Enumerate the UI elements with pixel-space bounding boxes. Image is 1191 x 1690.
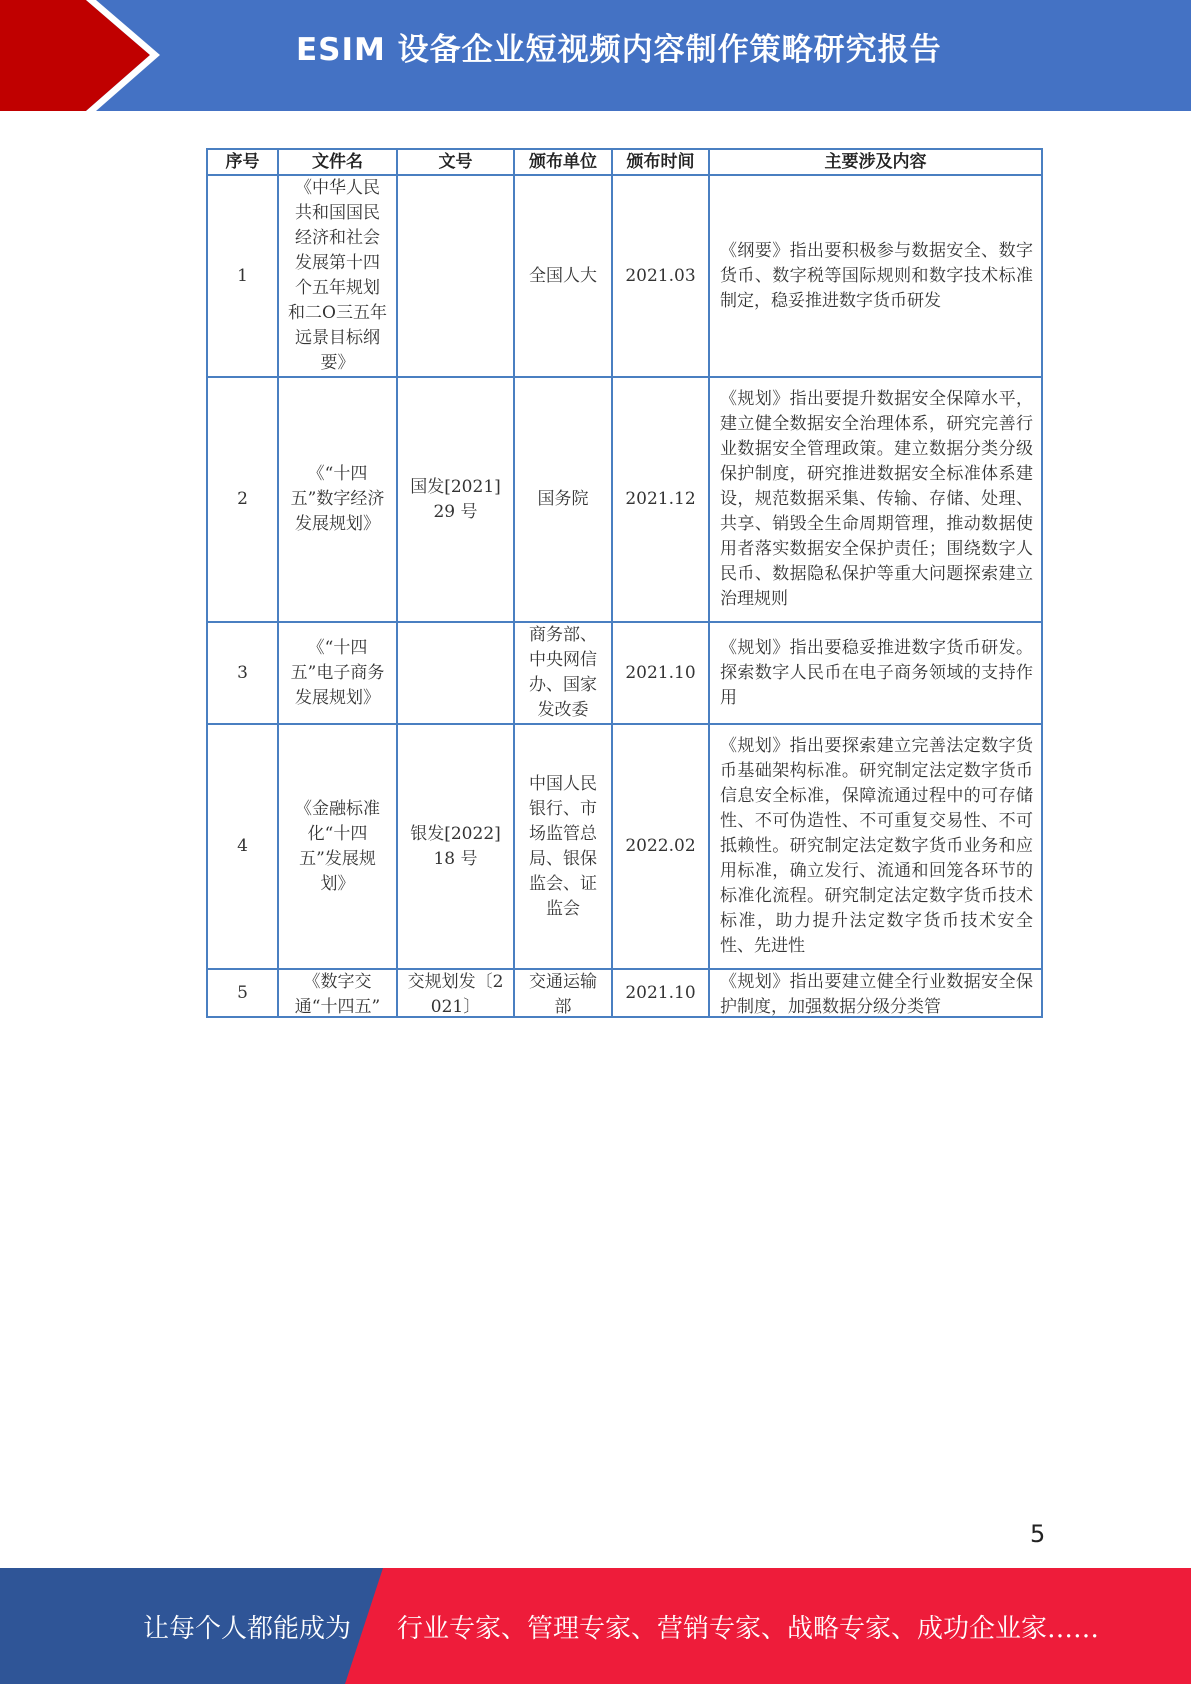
issuing-body [514, 969, 612, 1017]
report-title: ESIM 设备企业短视频内容制作策略研究报告 [296, 32, 942, 68]
row-number: 1 [207, 175, 278, 377]
column-header: 文号 [397, 149, 514, 175]
table-row [207, 622, 1042, 724]
issuing-body: 商务部、中央网信办、国家发改委 [514, 622, 612, 724]
issue-date: 2021.10 [612, 622, 709, 724]
footer-slogan-left: 让每个人都能成为 [143, 1614, 352, 1644]
column-header: 文件名 [278, 149, 397, 175]
main-content: 《规划》指出要探索建立完善法定数字货币基础架构标准。研究制定法定数字货币信息安全标准，保障流通过程中的可存储性、不可伪造性、不可重复交易性、不可抵赖性。研究制定法定数字货币业务和应用标准，确立发行、流通和回笼各环节的标准化流程。研究制定法定数字货币技术标准，助力提升法定数字货币技术安全性、先进性 [709, 724, 1042, 969]
table-header-row [207, 149, 1042, 175]
main-content-text: 《规划》指出要建立健全行业数据安全保护制度，加强数据分级分类管 [720, 972, 1033, 1016]
main-content: 《规划》指出要提升数据安全保障水平，建立健全数据安全治理体系，研究完善行业数据安全管理政策。建立数据分类分级保护制度，研究推进数据安全标准体系建设，规范数据采集、传输、存储、处理、共享、销毁全生命周期管理，推动数据使用者落实数据安全保护责任；围绕数字人民币、数据隐私保护等重大问题探索建立治理规则 [709, 377, 1042, 622]
column-header: 主要涉及内容 [709, 149, 1042, 175]
document-number [397, 622, 514, 724]
issuing-body: 国务院 [514, 377, 612, 622]
row-number: 4 [207, 724, 278, 969]
main-content: 《规划》指出要稳妥推进数字货币研发。探索数字人民币在电子商务领域的支持作用 [709, 622, 1042, 724]
document-number [397, 175, 514, 377]
issue-date: 2021.12 [612, 377, 709, 622]
document-number: 国发[2021]29 号 [397, 377, 514, 622]
issue-date: 2021.10 [612, 969, 709, 1017]
document-name: 《中华人民共和国国民经济和社会发展第十四个五年规划和二O三五年远景目标纲要》 [278, 175, 397, 377]
policy-table [206, 148, 1043, 1018]
footer-band [0, 1568, 1191, 1684]
issue-date: 2021.03 [612, 175, 709, 377]
document-name: 《“十四五”电子商务发展规划》 [278, 622, 397, 724]
row-number: 2 [207, 377, 278, 622]
issue-date: 2022.02 [612, 724, 709, 969]
column-header: 颁布单位 [514, 149, 612, 175]
document-number: 银发[2022]18 号 [397, 724, 514, 969]
table-row [207, 969, 1042, 1017]
row-number: 5 [207, 969, 278, 1017]
document-number [397, 969, 514, 1017]
document-number-text: 交规划发〔2021〕 [407, 972, 504, 1016]
column-header: 序号 [207, 149, 278, 175]
main-content [709, 969, 1042, 1017]
document-name-text: 《数字交通“十四五” [294, 972, 381, 1016]
policy-table-container [206, 148, 1041, 1018]
page-number: 5 [1030, 1520, 1046, 1548]
issuing-body: 全国人大 [514, 175, 612, 377]
header-chevron-decoration [0, 0, 160, 111]
header-band [0, 0, 1191, 111]
issuing-body: 中国人民银行、市场监管总局、银保监会、证监会 [514, 724, 612, 969]
table-row [207, 377, 1042, 622]
row-number: 3 [207, 622, 278, 724]
footer-slogan-right: 行业专家、管理专家、营销专家、战略专家、成功企业家…… [397, 1614, 1100, 1644]
document-name [278, 969, 397, 1017]
main-content: 《纲要》指出要积极参与数据安全、数字货币、数字税等国际规则和数字技术标准制定，稳妥推进数字货币研发 [709, 175, 1042, 377]
table-row [207, 724, 1042, 969]
table-row [207, 175, 1042, 377]
document-name: 《“十四五”数字经济发展规划》 [278, 377, 397, 622]
column-header: 颁布时间 [612, 149, 709, 175]
document-name: 《金融标准化“十四五”发展规划》 [278, 724, 397, 969]
issuing-body-text: 交通运输部 [529, 972, 597, 1016]
